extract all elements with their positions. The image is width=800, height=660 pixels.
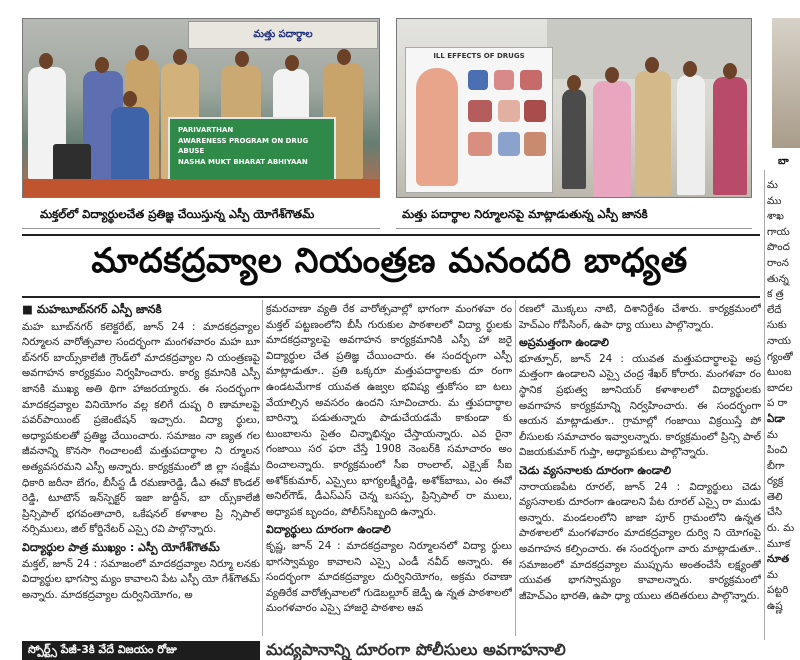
edge-line: లేదే: [767, 303, 782, 316]
footer-teaser-box: స్పోర్ట్స్ పేజీ-3కి వేదే విజయం రోజు: [22, 641, 260, 660]
edge-line: చేసి: [767, 506, 783, 519]
edge-line: బీగా: [767, 459, 785, 472]
photo-caption-edge: బా: [778, 156, 789, 167]
edge-subheading: నూత: [767, 553, 790, 566]
subheading: చెడు వ్యసనాలకు దూరంగా ఉండాలి: [519, 463, 672, 477]
paragraph: క్రమరవాణా వ్యతి రేక వారోత్సవాల్లో భాగంగా మంగళవా రం మక్తల్ పట్టణంలోని బీసీ గురుకుల పాఠశాలలో విద్యా ర్థులకు మాదకద్రవ్యాలపై అవగాహన కార్యక్రమానికి ఎస్పీ హా జరై విద్యార్థుల చేత ప్రతిజ్ఞ చేయించారు. ఈ సందర్భంగా ఎస్పీ మాట్లాడుతూ.. ప్రతి ఒక్కరూ మత్తుపదార్థాలకు దూ రంగా ఉండటమేగాక యువత ఉజ్వల భవిష్య త్తుకోసం బా టలు వేయాల్సిన అవసరం ఉందని సూచించారు. మ త్తుపదార్థాల బారిన్నా పడుతున్నారు పాడుచేయడమే కాకుండా కు టుంబాలను సైతం చిన్నాభిన్నం చేస్తాయన్నారు. ఎవ రైనా గంజాయి సర ఫరా చేస్తే 1908 నెంబర్‌కి సమాచారం అం దించాలన్నారు. కార్యక్రమంలో సీఐ రాంలాల్, ఎక్సైజ్ సీఐ అశోక్‌కుమార్, ఎస్సైలు భాగ్యలక్ష్మీరెడ్డి, అశోక్‌బాబు, ఎం ఈవో అనిల్‌గౌడ్, డీఎస్‌ఎస్ చెన్న బసప్ప, ప్రిన్సిపాల్ రా ములు, అధ్యాపక బృందం, పోలీస్‌సిబ్బంది ఉన్నారు.: [266, 303, 512, 518]
edge-line: తెలి: [767, 490, 783, 503]
edge-line: సుకు: [767, 319, 787, 332]
paragraph: కృష్ణ, జూన్ 24 : మాదకద్రవ్యాల నిర్మూలనలో విద్యా ర్థులు భాగస్వామ్యం కావాలని ఎస్సై ఎండీ నవీద్ అన్నారు. ఈ సందర్భంగా మాదకద్రవ్యాల దుర్వినియోగం, అక్రమ రవాణా వ్యతిరేక వారోత్సవాలలో గుడెబల్లూర్ జెడ్పీ ఉ న్నత పాఠశాలలో మంగళవారం ఎస్సై హాజరై పాఠశాల ఆవ: [266, 539, 512, 615]
article-column-2: [266, 302, 512, 632]
edge-line: ర్యక్ర: [767, 475, 784, 488]
edge-line: పొంద: [767, 241, 790, 254]
paragraph: మహ బూబ్‌నగర్ కలెక్టరేట్, జూన్ 24 : మాదకద్రవ్యాల నిర్మూలన వారోత్సవాల సందర్భంగా మంగళవారం మహ బూ బ్‌నగర్ బాయ్స్‌కాలేజీ గ్రౌండ్‌లో మాదకద్రవ్యాల ని యంత్రణపై అవగాహన కార్యక్రమం నిర్వహించారు. కార్య క్రమానికి ఎస్పీ జానకి ముఖ్య అతి థిగా హాజరయ్యారు. ఈ సందర్భంగా మాదకద్రవ్యాల వినియోగం వల్ల కలిగే దుష్ప రి ణామాలపై పవర్‌పాయింట్ ప్రజెంటేషన్ ఇచ్చారు. విద్యా ర్థులు, అధ్యాపకులతో ప్రతిజ్ఞ చేయించారు. సమాజం నా ణ్యత గల జీవనాన్ని కొనసా గించాలంటే మత్తుపదార్థాల ని ర్మూలన అత్యవసరమని ఎస్పీ అన్నారు. కార్యక్రమంలో జి ల్లా సంక్షేమ ధికారి జరీనా బేగం, బీసీస్ట డీ రమణారెడ్డి, డీఎ ఈవో కొండల్ రెడ్డి, టూటౌన్ ఇన్‌స్పెక్టర్ ఇజా జుద్దీన్, బా య్స్‌కాలేజీ ప్రిన్సిపాల్ భగవంతాచారి, ఒకేషనల్ కళాశాల ప్రి న్సిపాల్ నర్సిములు, జిల్ కోర్డినేటర్ ఎస్సై రవి పాల్గొన్నారు.: [22, 320, 260, 536]
article-column-1: [22, 302, 260, 632]
event-banner: మత్తు పదార్థాల: [188, 21, 378, 49]
edge-line: శాఖ: [767, 210, 784, 223]
subheading: విద్యార్థులు దూరంగా ఉండాలి: [266, 523, 391, 537]
photo-pledge-ceremony: [22, 18, 380, 198]
edge-line: తున్న: [767, 272, 789, 285]
edge-line: ము: [767, 194, 782, 207]
edge-line: మ: [767, 428, 778, 441]
edge-line: నాయ: [767, 334, 791, 347]
edge-line: ప రా: [767, 397, 788, 410]
edge-line: పట్టరి: [767, 584, 789, 597]
drug-effects-poster: [405, 47, 553, 193]
awareness-banner: PARIVARTHAN AWARENESS PROGRAM ON DRUG ABUSE NASHA MUKT BHARAT ABHIYAAN: [168, 117, 336, 189]
subheading: అప్రమత్తంగా ఉండాలి: [519, 336, 609, 350]
footer-next-headline: మద్యపానాన్ని దూరంగా పోలీసులు అవగాహనాలి: [266, 640, 566, 659]
paragraph: భూత్పూర్, జూన్ 24 : యువత మత్తుపదార్థాలపై అప్ర మత్తంగా ఉండాలని ఎస్సై చంద్ర శేఖర్ కోరారు. మంగళవా రం స్థానిక ప్రభుత్వ జూనియర్ కళాశాలలో విద్యార్థులకు అవగాహన కార్యక్రమాన్ని నిర్వహించారు. ఈ సందర్భంగా ఆయన మాట్లాడుతూ.. గ్రామాల్లో గంజాయి విక్రయిస్తే పో లీసులకు సమాచారం ఇవ్వాలన్నారు. కార్యక్రమంలో ప్రిన్సి పాల్ విజయకుమార్ గుప్తా, అధ్యాపకులు పాల్గొన్నారు.: [519, 352, 761, 459]
edge-line: ఉష్ణ: [767, 600, 783, 613]
edge-subheading: ఏడా: [767, 412, 785, 425]
edge-line: గాయ: [767, 225, 790, 238]
paragraph: మక్తల్, జూన్ 24 : సమాజంలో మాదకద్రవ్యాల నిర్మూ లనకు విద్యార్థుల భాగస్వా మ్యం కావాలని పేట ఎస్పీ యో గేశ్‌గౌతమ్ అన్నారు. మాదకద్రవ్యాల దుర్వినియోగం, అ: [22, 557, 260, 601]
edge-line: మ: [767, 568, 778, 581]
photo-adjacent-story: [772, 18, 800, 148]
edge-line: గ్యంతో: [767, 350, 793, 363]
edge-line: బాదల: [767, 381, 793, 394]
paragraph: నారాయణపేట రూరల్, జూన్ 24 : విద్యార్థులు చెడు వ్యసనాలకు దూరంగా ఉండాలని పేట రూరల్ ఎస్సై రా ముడు అన్నారు. మండలంలోని జాజా పూర్ గ్రామంలోని ఉన్నత పాఠశాలలో మంగళవారం మాదకద్రవ్యాల దుర్వి ని యోగంపై అవగాహన కల్పించారు. ఈ సందర్భంగా వారు మాట్లాడుతూ.. సమాజంలో మాదకద్రవ్యాల ముప్పును అంతంచేసే లక్ష్యంతో యువత భాగస్వామ్యం కావాలన్నారు. కార్యక్రమంలో జీహెచ్‌ఎం భారతి, ఉపా ధ్యా యులు తదితరులు పాల్గొన్నారు.: [519, 480, 761, 602]
photo-caption-right: మత్తు పదార్థాల నిర్మూలనపై మాట్లాడుతున్న ఎస్పీ జానకి: [402, 207, 648, 221]
edge-line: పించి: [767, 444, 788, 457]
paragraph: రణలో మొక్కలు నాటి, దిశానిర్దేశం చేశారు. కార్యక్రమంలో హెచ్‌ఎం గోపీసింగ్, ఉపా ధ్యా యులు పాల్గొన్నారు.: [519, 303, 761, 331]
edge-line: మ: [767, 179, 778, 191]
edge-line: రాంన: [767, 256, 789, 269]
photo-drug-awareness-talk: [396, 18, 752, 198]
photo-caption-left: మక్తల్‌లో విద్యార్థులచేత ప్రతిజ్ఞ చేయిస్తున్న ఎస్పీ యోగేశ్‌గౌతమ్: [40, 207, 315, 221]
edge-line: క త్ర: [767, 288, 784, 301]
article-column-3: [519, 302, 761, 632]
edge-line: మూక: [767, 537, 791, 550]
poster-title: ILL EFFECTS OF DRUGS: [433, 52, 525, 60]
edge-line: టుంబ: [767, 366, 792, 379]
subheading: విద్యార్థుల పాత్ర ముఖ్యం : ఎస్పీ యోగేశ్‌గౌతమ్: [22, 540, 220, 554]
adjacent-article-column: [767, 178, 800, 638]
edge-line: రు. మ: [767, 522, 795, 535]
main-headline: మాదకద్రవ్యాల నియంత్రణ మనందరి బాధ్యత: [91, 241, 688, 281]
byline: ■ మహబూబ్‌నగర్ ఎస్పీ జానకి: [22, 302, 162, 316]
